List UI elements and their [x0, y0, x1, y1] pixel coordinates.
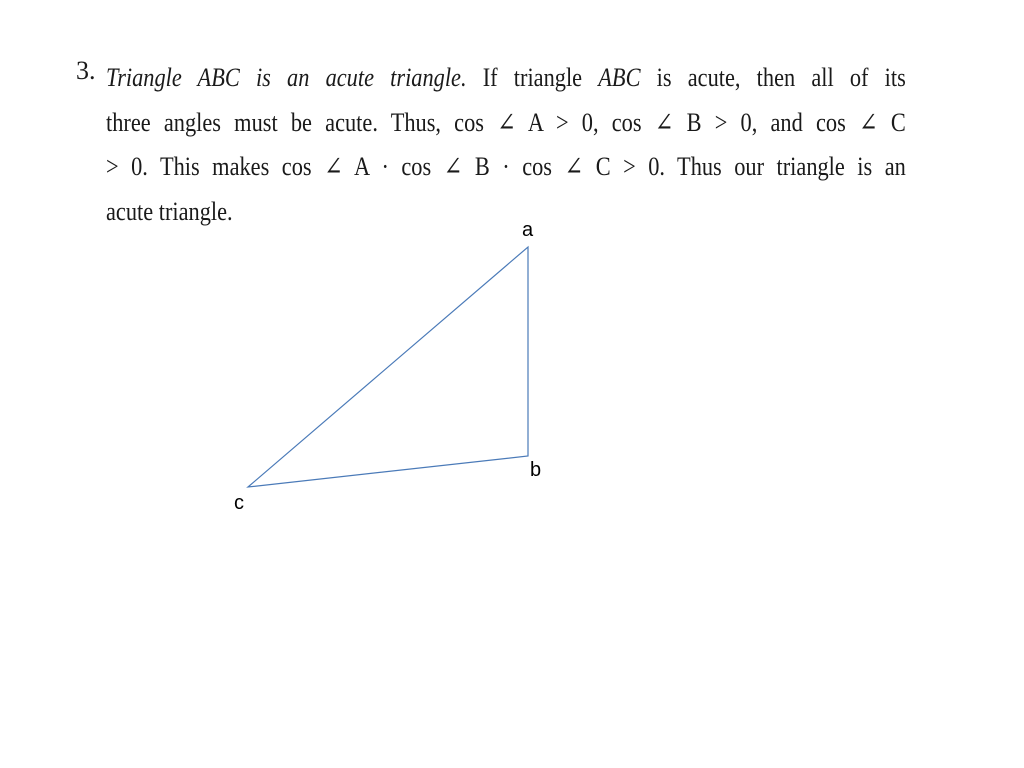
problem-line-3: > 0. This makes cos ∠ A · cos ∠ B · cos ∠ C > 0. Thus our triangle is an — [106, 152, 906, 181]
abc-italic: ABC — [598, 63, 641, 92]
triangle-abc — [248, 247, 528, 487]
line1-text-a: If triangle — [466, 63, 599, 92]
vertex-label-c: c — [234, 492, 244, 514]
line1-text-b: is acute, then all of its — [640, 63, 906, 92]
problem-line-4: acute triangle. — [106, 196, 233, 226]
problem-line-2: three angles must be acute. Thus, cos ∠ A > 0, cos ∠ B > 0, and cos ∠ C — [106, 107, 906, 137]
claim-italic: Triangle ABC is an acute triangle. — [106, 63, 467, 92]
vertex-label-b: b — [530, 459, 542, 481]
problem-number: 3. — [76, 56, 96, 85]
vertex-label-a: a — [522, 219, 534, 241]
